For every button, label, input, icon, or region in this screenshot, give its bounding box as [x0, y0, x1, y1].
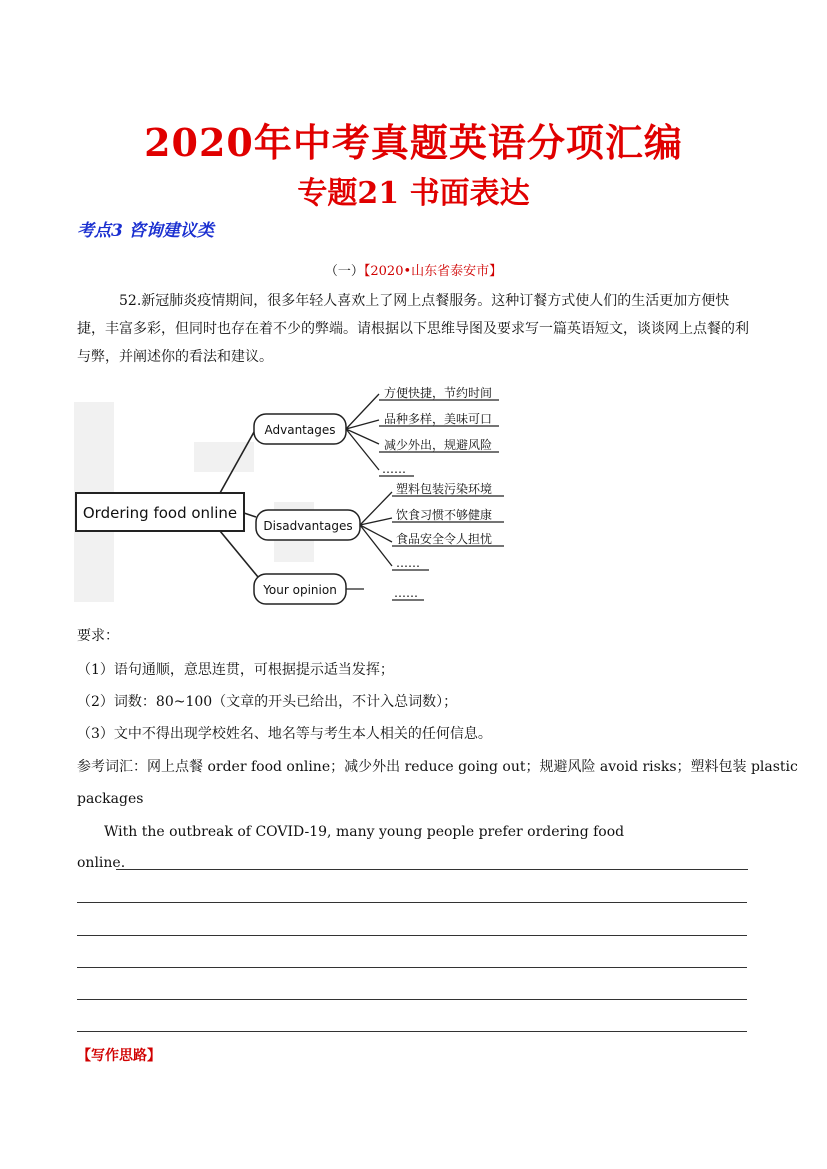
- root-node-label: Ordering food online: [82, 504, 238, 522]
- question-source: [0, 260, 827, 279]
- disadvantage-item: 饮食习惯不够健康: [396, 508, 493, 522]
- source-tag: 【2020•山东省泰安市】: [363, 264, 503, 279]
- disadvantage-item: 食品安全令人担忧: [396, 532, 493, 546]
- mind-map-figure: [74, 382, 514, 606]
- requirement-item: （2）词数：80~100（文章的开头已给出，不计入总词数）；: [77, 694, 458, 710]
- advantages-label: Advantages: [264, 423, 336, 437]
- answer-line[interactable]: [77, 967, 747, 968]
- answer-line[interactable]: [77, 902, 747, 903]
- page-title: 2020年中考真题英语分项汇编: [144, 120, 683, 165]
- answer-line[interactable]: [77, 935, 747, 936]
- requirements-heading: 要求：: [77, 628, 119, 644]
- advantage-item: ……: [382, 462, 406, 476]
- requirement-item: （3）文中不得出现学校姓名、地名等与考生本人相关的任何信息。: [77, 726, 492, 742]
- vocabulary-line-continued: packages: [77, 791, 144, 807]
- source-prefix: （一）: [324, 264, 364, 279]
- answer-line[interactable]: [77, 1031, 747, 1032]
- writing-idea-heading: 【写作思路】: [77, 1048, 161, 1064]
- disadvantage-item: 塑料包装污染环境: [396, 482, 493, 496]
- essay-starter: With the outbreak of COVID-19, many young people prefer ordering food: [104, 824, 625, 840]
- disadvantages-label: Disadvantages: [263, 519, 353, 533]
- advantage-item: 减少外出，规避风险: [384, 438, 493, 452]
- section-heading: 考点3 咨询建议类: [77, 221, 214, 241]
- essay-starter-continued: online.: [77, 855, 126, 871]
- question-prompt: 52.新冠肺炎疫情期间，很多年轻人喜欢上了网上点餐服务。这种订餐方式使人们的生活更加方便快捷，丰富多彩，但同时也存在着不少的弊端。请根据以下思维导图及要求写一篇英语短文，谈谈网上点餐的利与弊，并阐述你的看法和建议。: [77, 293, 749, 365]
- answer-line[interactable]: [116, 869, 748, 870]
- opinion-item: ……: [394, 586, 418, 600]
- page-subtitle: 专题21 书面表达: [297, 176, 530, 211]
- vocabulary-line: 参考词汇：网上点餐 order food online；减少外出 reduce going out；规避风险 avoid risks；塑料包装 plastic: [77, 759, 798, 775]
- advantage-item: 品种多样，美味可口: [384, 412, 493, 426]
- answer-line[interactable]: [77, 999, 747, 1000]
- advantage-item: 方便快捷，节约时间: [384, 386, 493, 400]
- requirement-item: （1）语句通顺，意思连贯，可根据提示适当发挥；: [77, 662, 394, 678]
- opinion-label: Your opinion: [263, 583, 337, 597]
- disadvantage-item: ……: [396, 556, 420, 570]
